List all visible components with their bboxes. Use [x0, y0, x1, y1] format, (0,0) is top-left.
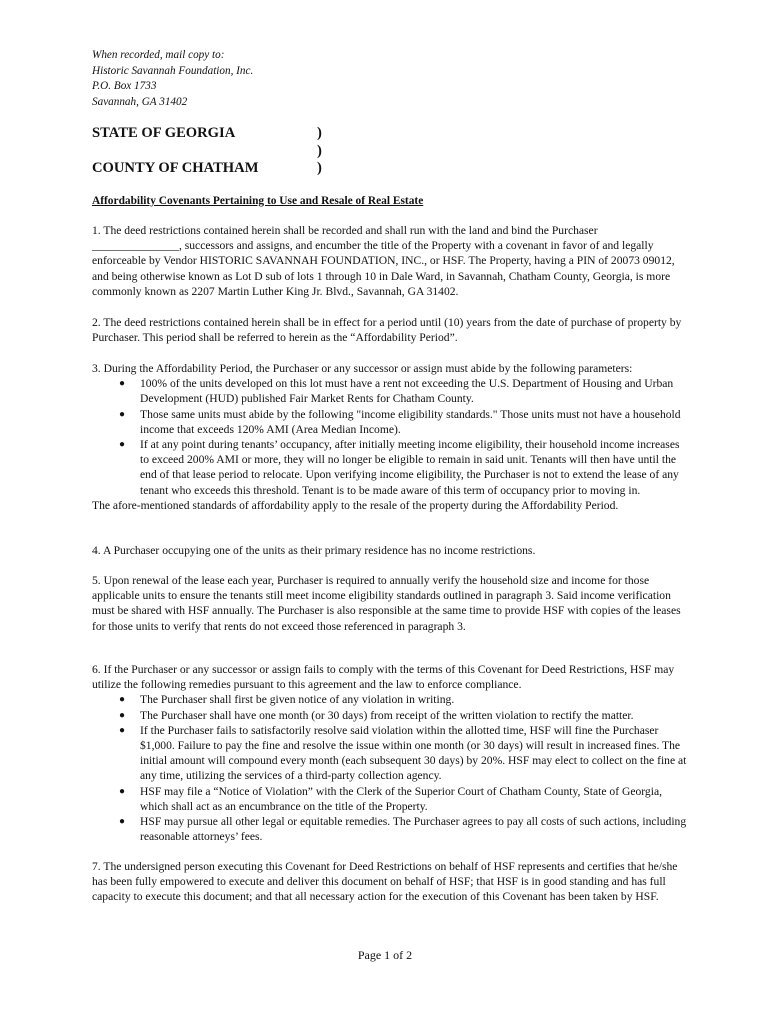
- caption-paren: ): [317, 125, 322, 141]
- section-5-text: 5. Upon renewal of the lease each year, Purchaser is required to annually verify the household size and income for those applicable units to ensure the tenants still meet income eligibility standards outlined in paragraph 3. Said income verification must be shared with HSF annually. The Purchaser is also responsible at the same time to provide HSF with copies of the leases for those units to verify that rents do not exceed those referenced in paragraph 3.: [92, 574, 681, 633]
- section-6: [92, 662, 687, 844]
- list-item: [119, 784, 687, 814]
- section-4-text: 4. A Purchaser occupying one of the units as their primary residence has no income restrictions.: [92, 544, 536, 557]
- mail-to-line: When recorded, mail copy to:: [92, 49, 225, 61]
- list-item-text: Those same units must abide by the following "income eligibility standards." Those units must not have a household income that exceeds 120% AMI (Area Median Income).: [140, 407, 681, 436]
- section-4: [92, 543, 687, 558]
- section-7-text: 7. The undersigned person executing this Covenant for Deed Restrictions on behalf of HSF represents and certifies that he/she has been fully empowered to execute and deliver this document on behalf of HSF; that HSF is in good standing and has full capacity to execute this document; and that all necessary action for the execution of this Covenant has been taken by HSF.: [92, 860, 678, 904]
- list-item: [119, 376, 687, 406]
- document-title: Affordability Covenants Pertaining to Use and Resale of Real Estate: [92, 195, 424, 207]
- section-2-text: 2. The deed restrictions contained herein shall be in effect for a period until (10) years from the date of purchase of property by Purchaser. This period shall be referred to herein as the “Affordability Period”.: [92, 316, 682, 345]
- mail-to-line: P.O. Box 1733: [92, 80, 157, 92]
- section-5: [92, 573, 687, 634]
- mail-to-line: Historic Savannah Foundation, Inc.: [92, 64, 254, 77]
- list-item-text: HSF may pursue all other legal or equitable remedies. The Purchaser agrees to pay all costs of such actions, including reasonable attorneys’ fees.: [140, 815, 687, 844]
- county-label: COUNTY OF CHATHAM: [92, 160, 259, 176]
- list-item-text: If at any point during tenants’ occupancy, after initially meeting income eligibility, their household income increases to exceed 200% AMI or more, they will no longer be eligible to remain in said unit. Tenants will then have until the end of that lease period to relocate. Upon verifying income eligibility, the Purchaser is not to extend the lease of any tenant who exceeds this threshold. Tenant is to be made aware of this term of occupancy prior to moving in.: [140, 438, 680, 497]
- list-item-text: The Purchaser shall first be given notice of any violation in writing.: [140, 693, 455, 707]
- list-item: [119, 407, 687, 437]
- bullet-icon: ●: [119, 408, 126, 420]
- section-6-bullet-list: [92, 692, 687, 844]
- section-6-intro: 6. If the Purchaser or any successor or assign fails to comply with the terms of this Covenant for Deed Restrictions, HSF may utilize the following remedies pursuant to this agreement and the law to enforce compliance.: [92, 663, 675, 692]
- list-item: [119, 723, 687, 784]
- section-2: [92, 315, 687, 345]
- mail-to-block: [92, 48, 687, 110]
- section-3: [92, 361, 687, 513]
- bullet-icon: ●: [119, 816, 126, 828]
- bullet-icon: ●: [119, 378, 126, 390]
- section-3-closing: The afore-mentioned standards of affordability apply to the resale of the property during the Affordability Period.: [92, 498, 619, 512]
- state-label: STATE OF GEORGIA: [92, 125, 236, 141]
- section-1: [92, 223, 687, 299]
- section-1-text: 1. The deed restrictions contained herein shall be recorded and shall run with the land and bind the Purchaser _______________, successors and assigns, and encumber the title of the Property with a covenant in favor of and legally enforceable by Vendor HISTORIC SAVANNAH FOUNDATION, INC., or HSF. The Property, having a PIN of 20073 09012, and being otherwise known as Lot D sub of lots 1 through 10 in Dale Ward, in Savannah, Chatham County, Georgia, is more commonly known as 2207 Martin Luther King Jr. Blvd., Savannah, GA 31402.: [92, 224, 675, 298]
- bullet-icon: ●: [119, 785, 126, 797]
- caption-paren: ): [317, 160, 322, 176]
- section-3-bullet-list: [92, 376, 687, 498]
- bullet-icon: ●: [119, 709, 126, 721]
- case-caption: [92, 125, 392, 178]
- list-item: [119, 692, 687, 707]
- list-item: [119, 814, 687, 844]
- list-item: [119, 437, 687, 498]
- section-3-intro: 3. During the Affordability Period, the Purchaser or any successor or assign must abide by the following parameters:: [92, 362, 633, 375]
- page-number: Page 1 of 2: [357, 948, 413, 962]
- bullet-icon: ●: [119, 724, 126, 736]
- list-item-text: HSF may file a “Notice of Violation” with the Clerk of the Superior Court of Chatham County, State of Georgia, which shall act as an encumbrance on the title of the Property.: [140, 784, 662, 813]
- caption-paren: ): [317, 142, 322, 159]
- list-item-text: If the Purchaser fails to satisfactorily resolve said violation within the allotted time, HSF will fine the Purchaser $1,000. Failure to pay the fine and resolve the issue within one month (or 30 days) will result in increased fines. The initial amount will compound every month (each subsequent 30 days) by 20%. HSF may elect to collect on the fine at any time, utilizing the services of a third-party collection agency.: [140, 723, 687, 783]
- list-item: [119, 708, 687, 723]
- list-item-text: 100% of the units developed on this lot must have a rent not exceeding the U.S. Department of Housing and Urban Development (HUD) published Fair Market Rents for Chatham County.: [140, 377, 674, 406]
- bullet-icon: ●: [119, 439, 126, 451]
- section-7: [92, 859, 687, 905]
- list-item-text: The Purchaser shall have one month (or 30 days) from receipt of the written violation to rectify the matter.: [140, 708, 634, 722]
- mail-to-line: Savannah, GA 31402: [92, 95, 188, 108]
- bullet-icon: ●: [119, 694, 126, 706]
